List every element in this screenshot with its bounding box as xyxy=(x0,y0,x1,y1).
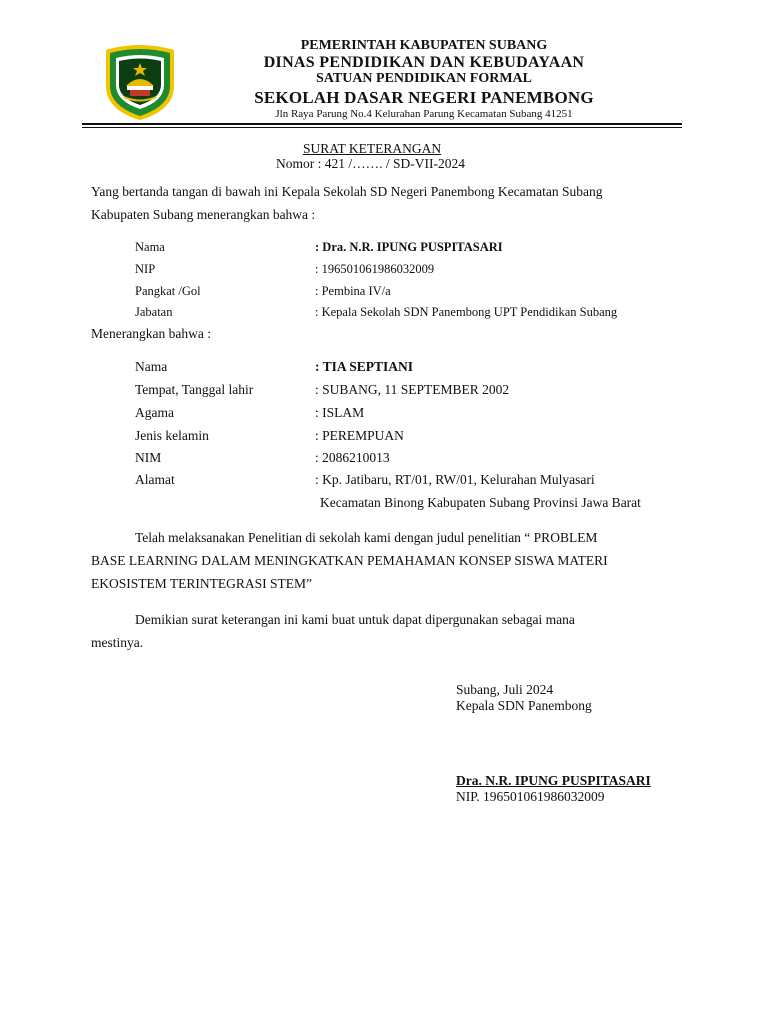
body1-line-3: EKOSISTEM TERINTEGRASI STEM” xyxy=(91,576,312,591)
signer-value-position: : Kepala Sekolah SDN Panembong UPT Pendidikan Subang xyxy=(315,305,618,319)
signer-label-name: Nama xyxy=(135,240,165,254)
signature-position: Kepala SDN Panembong xyxy=(456,698,592,713)
signer-value-name: : Dra. N.R. IPUNG PUSPITASARI xyxy=(315,240,503,254)
student-label-address: Alamat xyxy=(135,472,175,487)
student-value-religion: : ISLAM xyxy=(315,405,365,420)
student-label-name: Nama xyxy=(135,359,168,374)
signature-name: Dra. N.R. IPUNG PUSPITASARI xyxy=(456,773,651,788)
letterhead-line2: DINAS PENDIDIKAN DAN KEBUDAYAAN xyxy=(263,54,585,71)
body1-line-1: Telah melaksanakan Penelitian di sekolah kami dengan judul penelitian “ PROBLEM xyxy=(135,530,598,545)
student-label-birth: Tempat, Tanggal lahir xyxy=(135,382,254,397)
student-value-nim: : 2086210013 xyxy=(315,450,390,465)
student-address-continued: Kecamatan Binong Kabupaten Subang Provinsi Jawa Barat xyxy=(320,495,641,510)
intro-line-2: Kabupaten Subang menerangkan bahwa : xyxy=(91,207,316,222)
signer-label-nip: NIP xyxy=(135,262,156,276)
body2-line-2: mestinya. xyxy=(91,635,144,650)
student-value-birth: : SUBANG, 11 SEPTEMBER 2002 xyxy=(315,382,510,397)
student-value-gender: : PEREMPUAN xyxy=(315,428,404,443)
school-name: SEKOLAH DASAR NEGERI PANEMBONG xyxy=(254,88,594,107)
signature-place-date: Subang, Juli 2024 xyxy=(456,682,554,697)
signer-label-position: Jabatan xyxy=(135,305,173,319)
letterhead-address: Jln Raya Parung No.4 Kelurahan Parung Kecamatan Subang 41251 xyxy=(275,108,573,120)
letter-number: Nomor : 421 /……. / SD-VII-2024 xyxy=(276,156,465,171)
letterhead-line1: PEMERINTAH KABUPATEN SUBANG xyxy=(300,38,548,53)
letterhead-line3: SATUAN PENDIDIKAN FORMAL xyxy=(316,71,532,86)
body2-line-1: Demikian surat keterangan ini kami buat untuk dapat dipergunakan sebagai mana xyxy=(135,612,575,627)
signer-value-rank: : Pembina IV/a xyxy=(315,284,391,298)
student-label-nim: NIM xyxy=(135,450,162,465)
student-label-religion: Agama xyxy=(135,405,174,420)
signer-label-rank: Pangkat /Gol xyxy=(135,284,201,298)
body1-line-2: BASE LEARNING DALAM MENINGKATKAN PEMAHAMAN KONSEP SISWA MATERI xyxy=(91,553,608,568)
declare-text: Menerangkan bahwa : xyxy=(91,326,211,341)
letter-title: SURAT KETERANGAN xyxy=(303,141,442,156)
signer-value-nip: : 196501061986032009 xyxy=(315,262,435,276)
student-value-address: : Kp. Jatibaru, RT/01, RW/01, Kelurahan Mulyasari xyxy=(315,472,595,487)
student-label-gender: Jenis kelamin xyxy=(135,428,209,443)
letterhead-rule-thin xyxy=(82,127,682,128)
intro-line-1: Yang bertanda tangan di bawah ini Kepala Sekolah SD Negeri Panembong Kecamatan Subang xyxy=(91,184,603,199)
letterhead-rule-thick xyxy=(82,123,682,125)
signature-nip: NIP. 196501061986032009 xyxy=(456,789,605,804)
student-value-name: : TIA SEPTIANI xyxy=(315,359,414,374)
